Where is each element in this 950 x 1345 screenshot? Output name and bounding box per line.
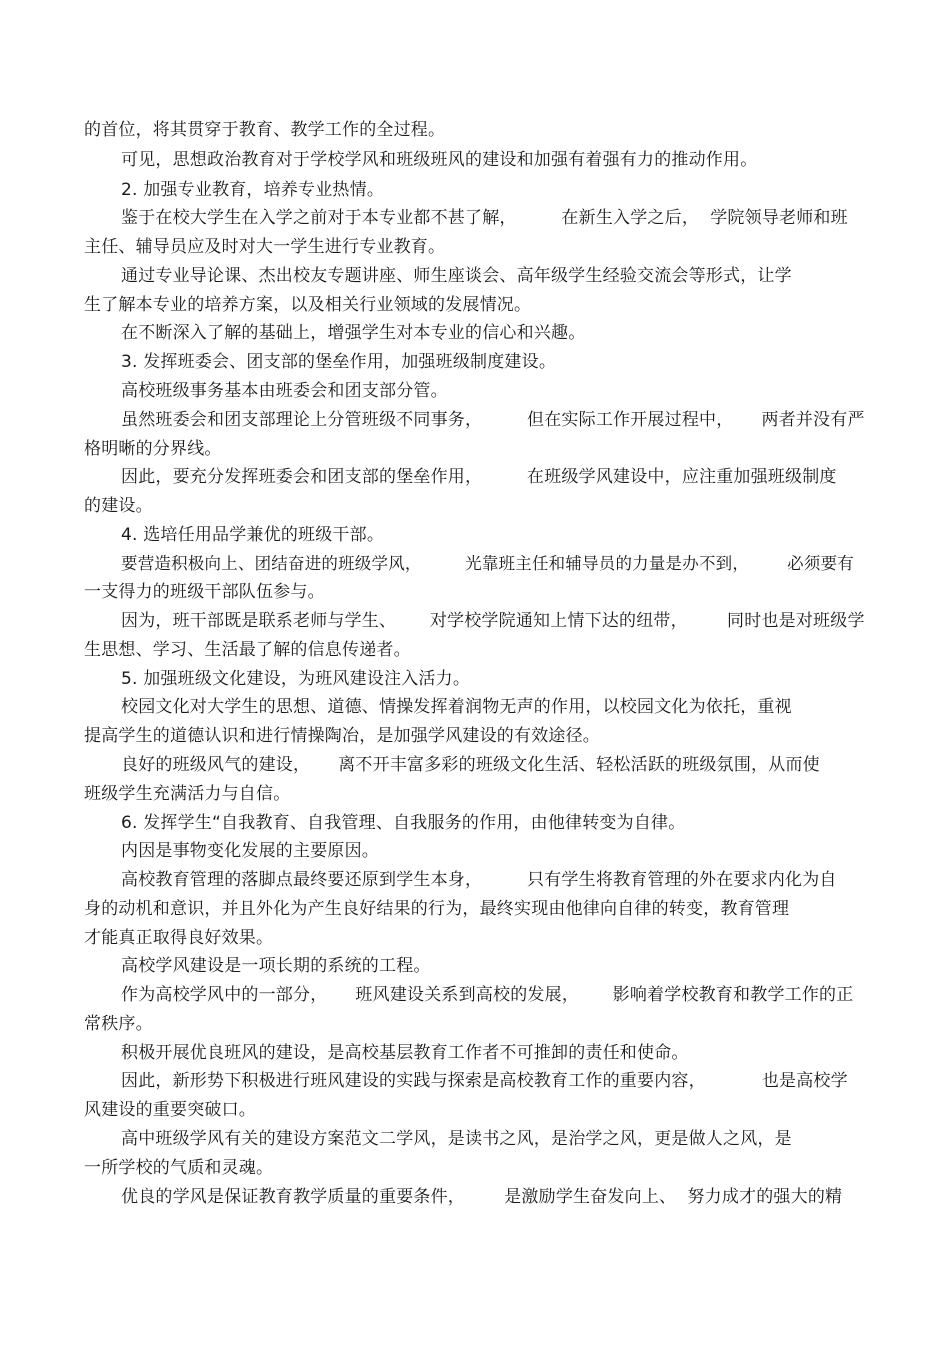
text-line: 在不断深入了解的基础上，增强学生对本专业的信心和兴趣。 — [121, 323, 586, 343]
text-line: 高校班级事务基本由班委会和团支部分管。 — [121, 381, 448, 401]
text-line: 作为高校学风中的一部分， 班风建设关系到高校的发展， 影响着学校教育和教学工作的正 — [121, 985, 854, 1005]
text-line: 风建设的重要突破口。 — [84, 1100, 256, 1120]
text-line: 内因是事物变化发展的主要原因。 — [121, 841, 379, 861]
text-line: 生思想、学习、生活最了解的信息传递者。 — [84, 640, 411, 660]
text-line: 常秩序。 — [84, 1014, 153, 1034]
text-line: 通过专业导论课、杰出校友专题讲座、师生座谈会、高年级学生经验交流会等形式，让学 — [121, 266, 792, 286]
text-line: 高校学风建设是一项长期的系统的工程。 — [121, 956, 431, 976]
text-line: 校园文化对大学生的思想、道德、情操发挥着润物无声的作用，以校园文化为依托，重视 — [121, 697, 792, 717]
section-heading: 3. 发挥班委会、团支部的堡垒作用，加强班级制度建设。 — [121, 352, 557, 372]
text-line: 主任、辅导员应及时对大一学生进行专业教育。 — [84, 237, 446, 257]
text-line: 优良的学风是保证教育教学质量的重要条件， 是激励学生奋发向上、 努力成才的强大的精 — [121, 1187, 843, 1207]
text-line: 要营造积极向上、团结奋进的班级学风， 光靠班主任和辅导员的力量是办不到， 必须要有 — [121, 554, 854, 573]
text-line: 积极开展优良班风的建设，是高校基层教育工作者不可推卸的责任和使命。 — [121, 1043, 689, 1063]
section-heading: 5. 加强班级文化建设，为班风建设注入活力。 — [121, 669, 471, 689]
text-line: 格明晰的分界线。 — [84, 439, 222, 459]
text-line: 因此，要充分发挥班委会和团支部的堡垒作用， 在班级学风建设中，应注重加强班级制度 — [121, 467, 837, 487]
text-line: 的建设。 — [84, 496, 153, 516]
text-line: 一支得力的班级干部队伍参与。 — [84, 582, 325, 602]
text-line: 高中班级学风有关的建设方案范文二学风，是读书之风，是治学之风，更是做人之风，是 — [121, 1129, 792, 1149]
text-line: 可见，思想政治教育对于学校学风和班级班风的建设和加强有着强有力的推动作用。 — [121, 150, 758, 170]
text-line: 鉴于在校大学生在入学之前对于本专业都不甚了解， 在新生入学之后， 学院领导老师和班 — [121, 208, 848, 228]
text-line: 班级学生充满活力与自信。 — [84, 784, 291, 804]
section-heading: 6. 发挥学生“自我教育、自我管理、自我服务的作用，由他律转变为自律。 — [121, 813, 686, 833]
text-line: 才能真正取得良好效果。 — [84, 928, 274, 948]
text-line: 提高学生的道德认识和进行情操陶冶，是加强学风建设的有效途径。 — [84, 726, 600, 746]
text-line: 因为，班干部既是联系老师与学生、 对学校学院通知上情下达的纽带， 同时也是对班级学 — [121, 611, 865, 631]
text-line: 生了解本专业的培养方案，以及相关行业领域的发展情况。 — [84, 295, 532, 315]
text-line: 一所学校的气质和灵魂。 — [84, 1158, 274, 1178]
text-line: 身的动机和意识，并且外化为产生良好结果的行为，最终实现由他律向自律的转变，教育管理 — [84, 899, 790, 919]
section-heading: 2. 加强专业教育，培养专业热情。 — [121, 180, 385, 200]
text-line: 虽然班委会和团支部理论上分管班级不同事务， 但在实际工作开展过程中， 两者并没有严 — [121, 410, 865, 430]
section-heading: 4. 选培任用品学兼优的班级干部。 — [121, 525, 385, 545]
text-line: 高校教育管理的落脚点最终要还原到学生本身， 只有学生将教育管理的外在要求内化为自 — [121, 870, 837, 890]
text-line: 的首位，将其贯穿于教育、教学工作的全过程。 — [84, 120, 446, 140]
text-line: 因此，新形势下积极进行班风建设的实践与探索是高校教育工作的重要内容， 也是高校学 — [121, 1071, 848, 1091]
text-line: 良好的班级风气的建设， 离不开丰富多彩的班级文化生活、轻松活跃的班级氛围，从而使 — [121, 755, 820, 775]
